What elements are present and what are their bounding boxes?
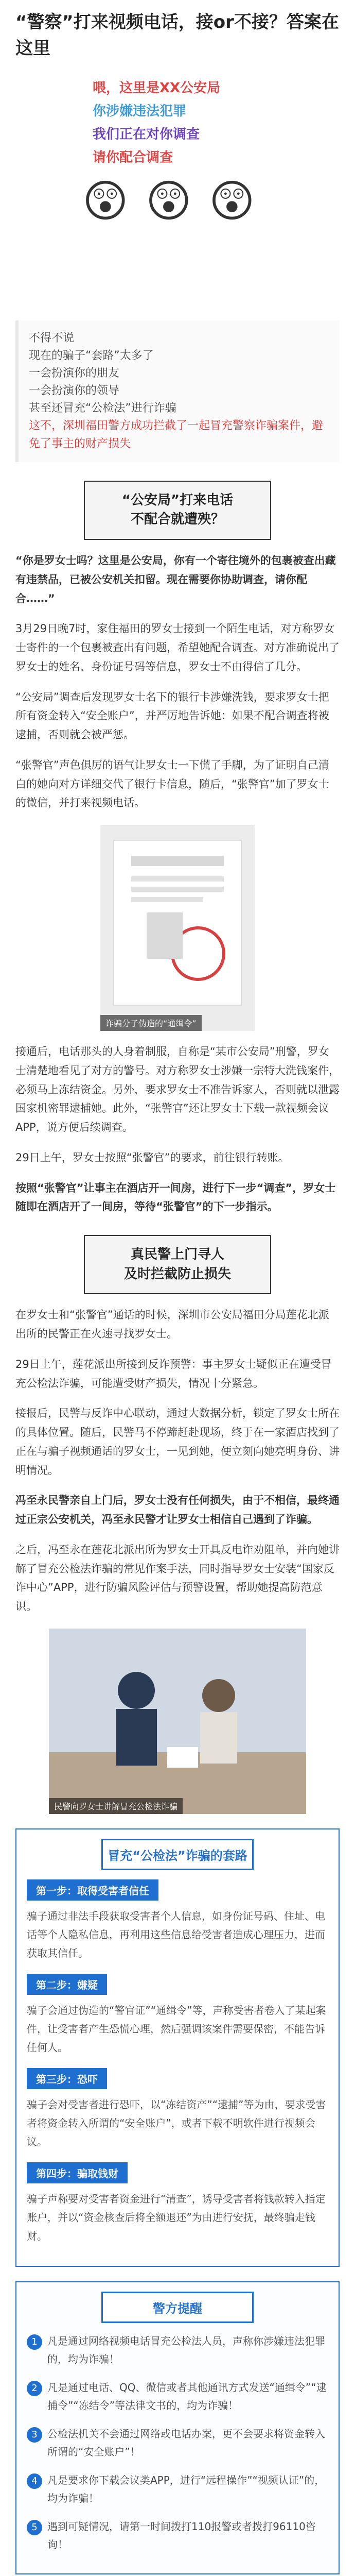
intro-line: 现在的骗子“套路”太多了 [29,349,154,363]
wanted-notice-image [100,825,255,1031]
photo-caption: 诈骗分子伪造的“通缉令” [100,1015,202,1031]
wanted-notice-photo [100,825,255,1031]
paragraph: “张警官”声色俱厉的语气让罗女士一下慌了手脚，为了证明自己清白的她向对方详细交代了银行卡信息，随后，“张警官”加了罗女士的微信，并打来视频电话。 [15,758,329,809]
trick-step [27,1974,328,2057]
warning-text: 凡是要求你下载会议类APP，进行“远程操作”“视频认证”的，均为诈骗！ [47,2473,325,2504]
hero-line: 喂，这里是XX公安局 [93,80,221,96]
opening-quote: “你是罗女士吗？这里是公安局，你有一个寄往境外的包裹被查出藏有违禁品，已被公安机关扣留。现在需要你协助调查，请你配合……” [15,554,336,605]
intro-line: 一会扮演你的朋友 [29,367,120,380]
hero-line: 请你配合调查 [93,150,173,165]
warnings-title: 警方提醒 [101,2292,254,2323]
step-body: 骗子会对受害者进行恐吓，以“冻结资产”“逮捕”等为由，要求受害者将资金转入所谓的“安全账户”，或者下载不明软件进行视频会议。 [27,2098,326,2148]
intro-line: 不得不说 [29,332,75,345]
trick-step [27,2068,328,2151]
step-tag: 第二步：嫌疑 [27,1974,107,1995]
paragraph: 3月29日晚7时，家住福田的罗女士接到一个陌生电话，对方称罗女士寄件的一个包裹被查出有问题，希望她配合调查。对方准确说出了罗女士的姓名、身份证号码等信息，罗女士不由得信了几分。 [15,622,340,673]
bullet-icon: 2 [27,2381,42,2396]
bullet-icon: 4 [27,2473,42,2489]
step-body: 骗子会通过伪造的“警官证”“通缉令”等，声称受害者卷入了某起案件，让受害者产生恐慌心理，然后强调该案件需要保密，不能告诉任何人。 [27,2004,326,2054]
section-title: 真民警上门寻人 及时拦截防止损失 [84,1235,271,1294]
step-body: 骗子通过非法手段获取受害者个人信息，如身份证号码、住址、电话等个人隐私信息，再利用这些信息给受害者造成心理压力，进而获取其信任。 [27,1909,325,1959]
warning-text: 凡是通过电话、QQ、微信或者其他通讯方式发送“通缉令”“逮捕令”“冻结令”等法律文书的，均为诈骗！ [47,2381,327,2412]
police-visit-image [49,1629,306,1814]
paragraph: 接通后，电话那头的人身着制服，自称是“某市公安局”刑警，罗女士清楚地看见了对方的警号。对方称罗女士涉嫌一宗特大洗钱案件，必须马上冻结资金。另外，要求罗女士不准告诉家人，否则就以泄露国家机密罪逮捕她。此外，“张警官”还让罗女士下载一款视频会议APP，说方便后续调查。 [15,1045,340,1134]
bullet-icon: 3 [27,2427,42,2443]
bullet-icon: 5 [27,2520,42,2535]
intro-line: 甚至还冒充“公检法”进行诈骗 [29,402,176,415]
step-tag: 第三步：恐吓 [27,2068,107,2089]
paragraph: 在罗女士和“张警官”通话的时候，深圳市公安局福田分局莲花北派出所的民警正在火速寻找罗女士。 [15,1309,329,1341]
paragraph: “公安局”调查后发现罗女士名下的银行卡涉嫌洗钱，要求罗女士把所有资金转入“安全账户”，并严厉地告诉她：如果不配合调查将被逮捕，否则就会被严惩。 [15,690,329,741]
surprised-face-icon: 😲 [82,176,129,227]
hero-line: 我们正在对你调查 [93,127,200,142]
hero-graphic [21,73,334,310]
warning-text: 凡是通过网络视频电话冒充公检法人员，声称你涉嫌违法犯罪的，均为诈骗！ [47,2334,325,2365]
hero-line: 你涉嫌违法犯罪 [93,104,187,119]
photo-caption: 民警向罗女士讲解冒充公检法诈骗 [49,1798,183,1814]
trick-step [27,1879,328,1962]
surprised-face-icon: 😲 [209,176,255,227]
warning-text: 公检法机关不会通过网络或电话办案，更不会要求将资金转入所谓的“安全账户”！ [47,2427,325,2458]
paragraph: 接报后，民警与反诈中心联动，通过大数据分析，锁定了罗女士所在的具体位置。随后，民警马不停蹄赶赴现场，终于在一家酒店找到了正在与骗子视频通话的罗女士，一见到她，便立刻向她亮明身份、讲明情况。 [15,1407,340,1477]
intro-quote [15,320,340,462]
step-tag: 第一步：取得受害者信任 [27,1879,158,1901]
intro-emphasis: 这不，深圳福田警方成功拦截了一起冒充警察诈骗案件，避免了事主的财产损失 [29,419,324,450]
paragraph [15,551,340,608]
article-title: “警察”打来视频电话，接or不接？答案在这里 [15,12,339,59]
warning-item [27,2471,328,2507]
step-tag: 第四步：骗取钱财 [27,2162,128,2183]
section-title: “公安局”打来电话 不配合就遭殃？ [84,481,271,540]
warning-item [27,2518,328,2554]
police-visit-photo [49,1629,306,1814]
surprised-face-icon: 😲 [146,176,192,227]
step-body: 骗子声称要对受害者资金进行“清查”，诱导受害者将钱款转入指定账户，并以“资金核查后将全额退还”为由进行安抚，最终骗走钱财。 [27,2192,326,2242]
paragraph: 29日上午，莲花派出所接到反诈预警：事主罗女士疑似正在遭受冒充公检法诈骗，可能遭受财产损失，情况十分紧急。 [15,1358,332,1389]
hero-emoji-row [82,175,334,228]
warning-text: 遇到可疑情况，请第一时间拨打110报警或者拨打96110咨询！ [47,2520,316,2551]
tricks-title: 冒充“公检法”诈骗的套路 [101,1839,254,1870]
paragraph: 之后，冯至永在莲花北派出所为罗女士开具反电诈劝阻单，并向她讲解了冒充公检法诈骗的常见作案手法，同时指导罗女士安装“国家反诈中心”APP，进行防骗风险评估与预警设置，帮助她提高防范意识。 [15,1543,340,1613]
warning-item [27,2332,328,2368]
warning-item [27,2379,328,2415]
tricks-panel [15,1828,340,2267]
emphasis-text: 按照“张警官”让事主在酒店开一间房，进行下一步“调查”，罗女士随即在酒店开了一间房，等待“张警官”的下一步指示。 [15,1181,336,1213]
warnings-panel [15,2281,340,2574]
trick-step [27,2162,328,2245]
emphasis-text: 冯至永民警亲自上门后，罗女士没有任何损失，由于不相信，最终通过正宗公安机关，冯至永民警才让罗女士相信自己遇到了诈骗。 [15,1494,340,1526]
warning-item [27,2425,328,2461]
paragraph [15,1179,340,1217]
bullet-icon: 1 [27,2334,42,2350]
paragraph [15,1491,340,1529]
intro-line: 一会扮演你的领导 [29,384,120,398]
paragraph: 29日上午，罗女士按照“张警官”的要求，前往银行转账。 [15,1151,289,1164]
